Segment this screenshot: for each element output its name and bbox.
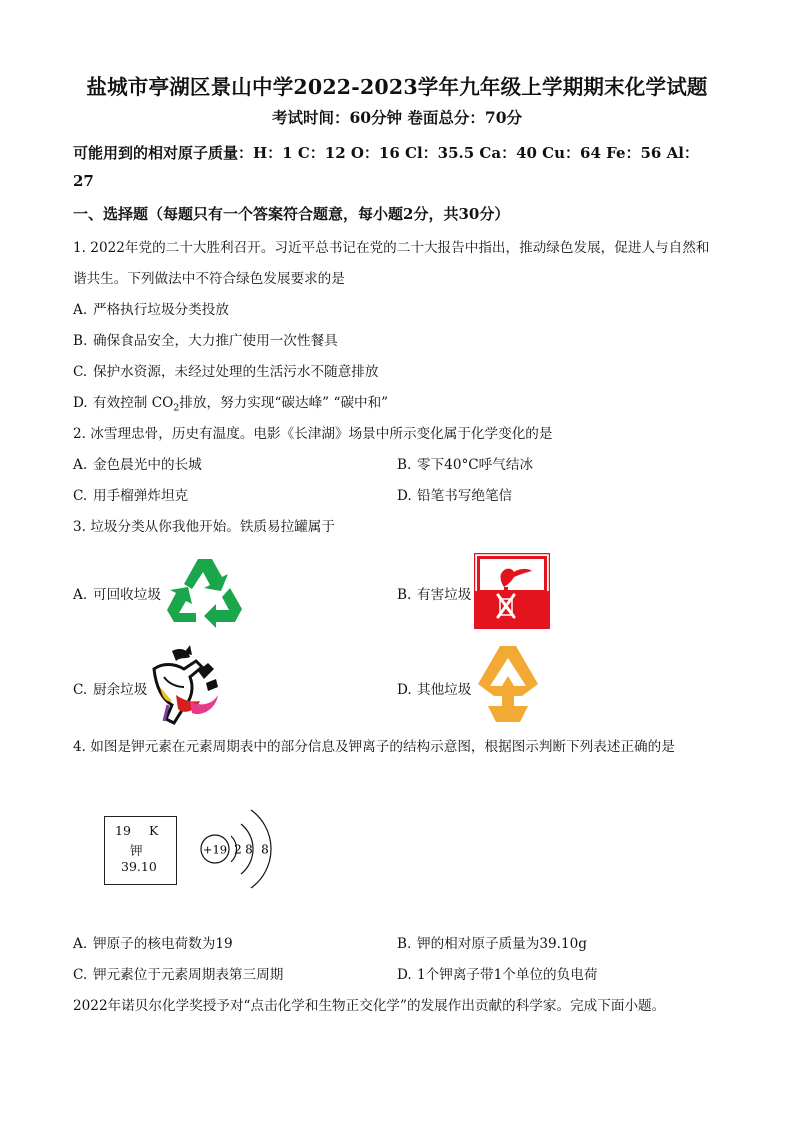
option-label: B.	[73, 333, 88, 349]
other-waste-icon	[474, 644, 542, 724]
option-label: B.	[397, 936, 412, 952]
q2-stem: 2. 冰雪理忠骨，历史有温度。电影《长津湖》场景中所示变化属于化学变化的是	[73, 426, 553, 442]
section-heading: 一、选择题（每题只有一个答案符合题意，每小题2分，共30分）	[73, 205, 510, 223]
q2-option-d[interactable]	[397, 484, 512, 504]
option-text: 用手榴弹炸坦克	[93, 488, 189, 504]
periodic-table-cell-potassium	[104, 816, 177, 885]
nucleus-charge: +19	[202, 842, 228, 857]
option-text: 确保食品安全，大力推广使用一次性餐具	[93, 333, 338, 349]
atomic-masses-line2: 27	[73, 172, 94, 190]
q1-option-b[interactable]	[73, 329, 338, 349]
q1-stem-line1: 1. 2022年党的二十大胜利召开。习近平总书记在党的二十大报告中指出，推动绿色发展，促进人与自然和	[73, 240, 710, 256]
option-text: 钾元素位于元素周期表第三周期	[93, 967, 284, 983]
q4-stem: 4. 如图是钾元素在元素周期表中的部分信息及钾离子的结构示意图，根据图示判断下列表述正确的是	[73, 739, 675, 755]
q3-stem: 3. 垃圾分类从你我他开始。铁质易拉罐属于	[73, 519, 335, 535]
option-label: A.	[73, 587, 88, 603]
q1-stem-line2: 谐共生。下列做法中不符合绿色发展要求的是	[73, 271, 345, 287]
option-text: 有害垃圾	[417, 587, 472, 603]
option-text: 铅笔书写绝笔信	[417, 488, 513, 504]
option-label: C.	[73, 967, 88, 983]
potassium-ion-diagram	[195, 800, 275, 898]
hazardous-waste-icon	[474, 553, 550, 629]
option-label: D.	[73, 395, 88, 411]
exam-info: 考试时间：60分钟 卷面总分：70分	[271, 108, 523, 127]
option-text: 1个钾离子带1个单位的负电荷	[417, 967, 598, 983]
option-text: 可回收垃圾	[93, 587, 161, 603]
option-label: C.	[73, 364, 88, 380]
option-label: B.	[397, 457, 412, 473]
option-label: D.	[397, 488, 412, 504]
atomic-masses-line1: 可能用到的相对原子质量：H：1 C：12 O：16 Cl：35.5 Ca：40 Cu：64 Fe：56 Al：	[73, 144, 699, 162]
option-text: 钾原子的核电荷数为19	[93, 936, 233, 952]
kitchen-waste-icon	[150, 643, 230, 725]
q3-option-c[interactable]	[73, 678, 147, 698]
shell-3-electrons: 8	[261, 842, 269, 857]
q2-option-b[interactable]	[397, 453, 533, 473]
option-label: A.	[73, 457, 88, 473]
option-label: B.	[397, 587, 412, 603]
q2-option-a[interactable]	[73, 453, 202, 473]
subscript: 2	[173, 402, 180, 414]
q3-option-d[interactable]	[397, 678, 471, 698]
shell-1-electrons: 2	[234, 842, 242, 857]
option-text: 其他垃圾	[417, 682, 472, 698]
option-label: A.	[73, 936, 88, 952]
option-text: 钾的相对原子质量为39.10g	[417, 936, 587, 952]
q1-option-a[interactable]	[73, 298, 229, 318]
page-title: 盐城市亭湖区景山中学2022-2023学年九年级上学期期末化学试题	[86, 75, 708, 99]
option-text: 厨余垃圾	[93, 682, 148, 698]
element-name: 钾	[130, 843, 143, 858]
option-text: 保护水资源，未经过处理的生活污水不随意排放	[93, 364, 379, 380]
recycle-icon	[164, 555, 246, 629]
option-label: C.	[73, 488, 88, 504]
q3-option-b[interactable]	[397, 583, 471, 603]
q4-option-a[interactable]	[73, 932, 233, 952]
q2-option-c[interactable]	[73, 484, 188, 504]
option-text-post: 排放，努力实现“碳达峰” “碳中和”	[179, 395, 389, 411]
shell-2-electrons: 8	[245, 842, 253, 857]
q4-option-c[interactable]	[73, 963, 283, 983]
q1-option-d[interactable]	[73, 391, 388, 414]
option-label: C.	[73, 682, 88, 698]
q1-option-c[interactable]	[73, 360, 378, 380]
q3-option-a[interactable]	[73, 583, 161, 603]
option-text: 零下40°C呼气结冰	[417, 457, 534, 473]
passage-text: 2022年诺贝尔化学奖授予对“点击化学和生物正交化学”的发展作出贡献的科学家。完成下面小题。	[73, 998, 666, 1014]
q4-option-b[interactable]	[397, 932, 587, 952]
atomic-mass: 39.10	[121, 859, 157, 874]
atomic-number: 19	[115, 823, 131, 838]
option-text: 金色晨光中的长城	[93, 457, 202, 473]
option-label: A.	[73, 302, 88, 318]
option-label: D.	[397, 682, 412, 698]
option-label: D.	[397, 967, 412, 983]
option-text-pre: 有效控制 CO	[93, 395, 174, 411]
q4-option-d[interactable]	[397, 963, 597, 983]
option-text: 严格执行垃圾分类投放	[93, 302, 229, 318]
element-symbol: K	[149, 823, 159, 838]
